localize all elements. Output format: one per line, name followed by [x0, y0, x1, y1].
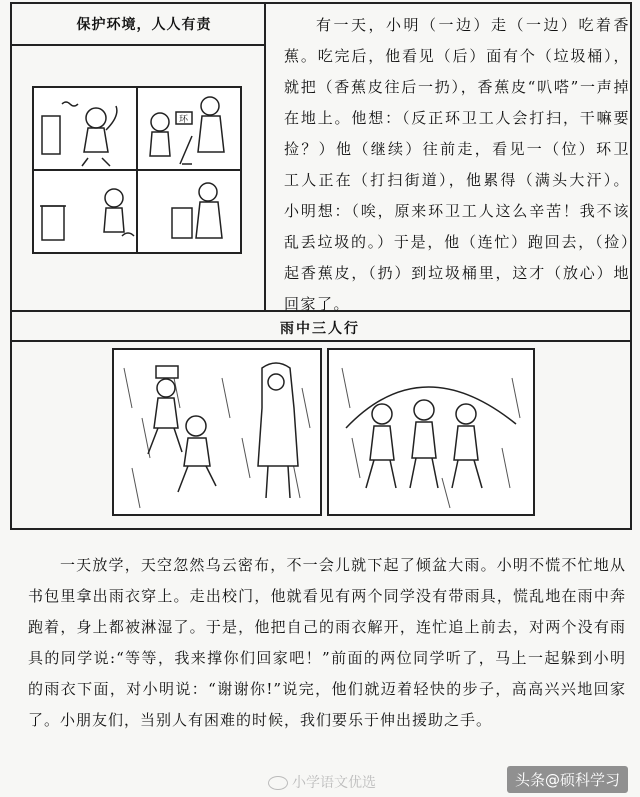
section2-title: 雨中三人行: [280, 321, 360, 337]
comic-protect-environment: [32, 86, 242, 254]
section2-story: 一天放学，天空忽然乌云密布，不一会儿就下起了倾盆大雨。小明不慌不忙地从书包里拿出雨衣穿上。走出校门，他就看见有两个同学没有带雨具，慌乱地在雨中奔跑着，身上都被淋湿了。于是，他把自己的雨衣解开，连忙追上前去，对两个没有雨具的同学说:“等等，我来撑你们回家吧！”前面的两位同学听了，马上一起躲到小明的雨衣下面，对小明说：“谢谢你!”说完，他们就迈着轻快的步子，高高兴兴地回家了。小朋友们，当别人有困难的时候，我们要乐于伸出援助之手。: [28, 556, 626, 729]
section1-title: 保护环境，人人有责: [76, 17, 212, 33]
weibo-icon: [268, 776, 288, 790]
section1-story: 有一天，小明（一边）走（一边）吃着香蕉。吃完后，他看见（后）面有个（垃圾桶），就把（香蕉皮往后一扔），香蕉皮“叭嗒”一声掉在地上。他想：（反正环卫工人会打扫，干嘛要捡？）他（继续）往前走，看见一（位）环卫工人正在（打扫街道），他累得（满头大汗）。小明想：（唉，原来环卫工人这么辛苦！我不该乱丢垃圾的。）于是，他（连忙）跑回去，（捡）起香蕉皮，（扔）到垃圾桶里，这才（放心）地回家了。: [284, 16, 630, 313]
watermark: [268, 772, 376, 792]
divider-vertical: [264, 2, 266, 310]
border-bottom: [10, 528, 632, 530]
border-left: [10, 2, 12, 530]
divider-title-row: [10, 44, 266, 46]
panel-3: [40, 206, 66, 240]
divider-title2: [10, 340, 632, 342]
border-top: [10, 2, 632, 4]
svg-text:环: 环: [179, 115, 189, 125]
watermark-text: 小学语文优选: [292, 775, 376, 791]
comic-rain-three: [112, 348, 536, 516]
brand-label: 头条@硕科学习: [507, 766, 628, 793]
border-right: [630, 2, 632, 530]
